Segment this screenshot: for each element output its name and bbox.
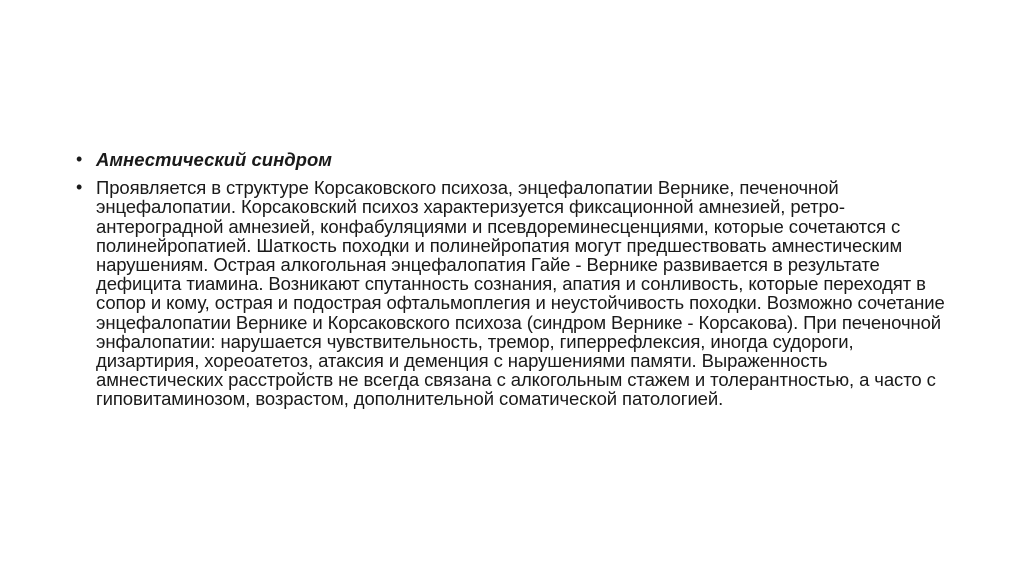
bullet-icon: • [76,149,83,169]
section-heading: Амнестический синдром [96,149,332,170]
body-paragraph: Проявляется в структуре Корсаковского психоза, энцефалопатии Вернике, печеночной энцефалопатии. Корсаковский психоз характеризуется фиксационной амнезией, ретро-антероградной амнезией, конфабуляциями и псевдореминесценциями, которые сочетаются с полинейропатией. Шаткость походки и полинейропатия могут предшествовать амнестическим нарушениям. Острая алкогольная энцефалопатия Гайе - Вернике развивается в результате дефицита тиамина. Возникают спутанность сознания, апатия и сонливость, которые переходят в сопор и кому, острая и подострая офтальмоплегия и неустойчивость походки. Возможно сочетание энцефалопатии Вернике и Корсаковского психоза (синдром Вернике - Корсакова). При печеночной энфалопатии: нарушается чувствительность, тремор, гиперрефлексия, иногда судороги, дизартирия, хореоатетоз, атаксия и деменция с нарушениями памяти. Выраженность амнестических расстройств не всегда связана с алкогольным стажем и толерантностью, а часто с гиповитаминозом, возрастом, дополнительной соматической патологией. [96,177,945,410]
bullet-heading [76,150,976,169]
bullet-icon: • [76,177,83,198]
bullet-paragraph [76,178,976,408]
bullet-list [76,150,976,418]
